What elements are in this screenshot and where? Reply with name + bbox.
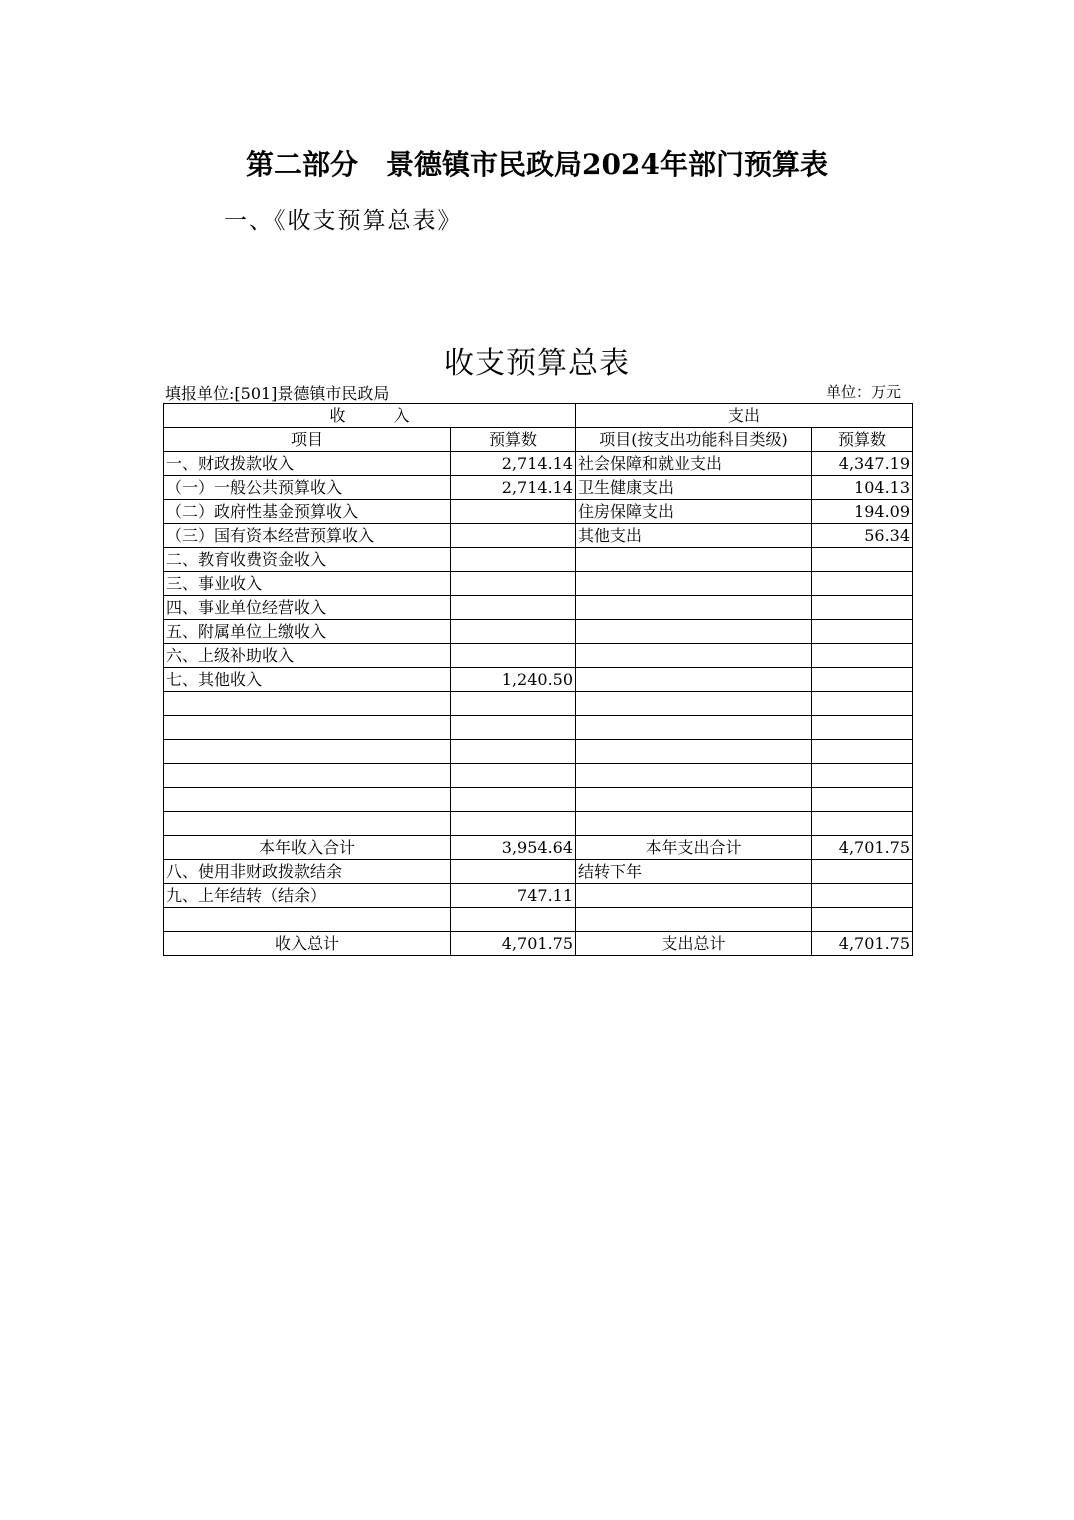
income-amount-cell xyxy=(451,860,576,884)
income-amount-cell xyxy=(451,692,576,716)
income-item-cell: 二、教育收费资金收入 xyxy=(164,548,451,572)
income-amount-cell xyxy=(451,908,576,932)
expense-amount-cell xyxy=(812,692,913,716)
income-item-cell: 四、事业单位经营收入 xyxy=(164,596,451,620)
income-item-cell: 九、上年结转（结余） xyxy=(164,884,451,908)
income-item-cell: （三）国有资本经营预算收入 xyxy=(164,524,451,548)
income-amount-cell xyxy=(451,500,576,524)
income-amount-cell xyxy=(451,764,576,788)
income-item-cell: （一）一般公共预算收入 xyxy=(164,476,451,500)
table-row xyxy=(164,692,913,716)
expense-amount-cell: 4,701.75 xyxy=(812,836,913,860)
expense-item-cell: 其他支出 xyxy=(576,524,812,548)
income-item-cell: 收入总计 xyxy=(164,932,451,956)
expense-item-cell: 卫生健康支出 xyxy=(576,476,812,500)
expense-amount-cell xyxy=(812,812,913,836)
column-header-row xyxy=(164,428,913,452)
income-amount-cell xyxy=(451,524,576,548)
expense-item-cell xyxy=(576,692,812,716)
income-item-cell xyxy=(164,812,451,836)
expense-item-cell xyxy=(576,764,812,788)
table-row xyxy=(164,884,913,908)
expense-amount-cell: 4,701.75 xyxy=(812,932,913,956)
income-amount-cell xyxy=(451,740,576,764)
expense-amount-cell xyxy=(812,572,913,596)
table-row xyxy=(164,908,913,932)
income-amount-cell xyxy=(451,644,576,668)
income-amount-cell xyxy=(451,788,576,812)
income-amount-cell xyxy=(451,812,576,836)
expense-amount-cell: 4,347.19 xyxy=(812,452,913,476)
income-item-cell xyxy=(164,908,451,932)
income-item-cell xyxy=(164,740,451,764)
table-row xyxy=(164,596,913,620)
currency-unit: 单位：万元 xyxy=(826,383,902,401)
table-row xyxy=(164,764,913,788)
income-amount-cell xyxy=(451,548,576,572)
table-row xyxy=(164,860,913,884)
table-row xyxy=(164,788,913,812)
income-item-cell: 三、事业收入 xyxy=(164,572,451,596)
income-amount-cell xyxy=(451,716,576,740)
table-row xyxy=(164,812,913,836)
table-row xyxy=(164,452,913,476)
income-amount-cell: 1,240.50 xyxy=(451,668,576,692)
expense-item-cell: 结转下年 xyxy=(576,860,812,884)
table-row xyxy=(164,716,913,740)
expense-item-cell xyxy=(576,908,812,932)
expense-amount-cell: 104.13 xyxy=(812,476,913,500)
expense-item-cell xyxy=(576,668,812,692)
expense-item-cell: 支出总计 xyxy=(576,932,812,956)
group-header-row xyxy=(164,404,913,428)
income-amount-cell xyxy=(451,620,576,644)
expense-amount-cell xyxy=(812,548,913,572)
income-amount-cell xyxy=(451,572,576,596)
expense-amount-cell: 56.34 xyxy=(812,524,913,548)
income-item-cell: 一、财政拨款收入 xyxy=(164,452,451,476)
income-item-cell xyxy=(164,788,451,812)
expense-amount-cell xyxy=(812,620,913,644)
table-row xyxy=(164,740,913,764)
budget-summary-table xyxy=(163,403,913,956)
expense-amount-cell xyxy=(812,740,913,764)
expense-amount-cell xyxy=(812,788,913,812)
expense-item-cell: 本年支出合计 xyxy=(576,836,812,860)
expense-amount-cell xyxy=(812,908,913,932)
table-row xyxy=(164,500,913,524)
income-item-cell xyxy=(164,692,451,716)
expense-item-cell xyxy=(576,620,812,644)
table-row xyxy=(164,836,913,860)
expense-amount-cell xyxy=(812,644,913,668)
table-row xyxy=(164,476,913,500)
expense-item-cell: 住房保障支出 xyxy=(576,500,812,524)
table-row xyxy=(164,524,913,548)
table-row xyxy=(164,620,913,644)
income-item-cell: 本年收入合计 xyxy=(164,836,451,860)
expense-amount-header: 预算数 xyxy=(812,428,913,452)
income-amount-cell xyxy=(451,596,576,620)
section-heading: 一、《收支预算总表》 xyxy=(224,208,463,234)
table-row xyxy=(164,644,913,668)
expense-amount-cell xyxy=(812,860,913,884)
expense-item-cell xyxy=(576,716,812,740)
reporting-unit: 填报单位:[501]景德镇市民政局 xyxy=(165,384,390,403)
income-amount-cell: 3,954.64 xyxy=(451,836,576,860)
income-amount-cell: 747.11 xyxy=(451,884,576,908)
income-amount-cell: 2,714.14 xyxy=(451,452,576,476)
expense-amount-cell xyxy=(812,884,913,908)
income-item-cell xyxy=(164,764,451,788)
table-row xyxy=(164,668,913,692)
income-item-cell: （二）政府性基金预算收入 xyxy=(164,500,451,524)
expense-item-cell xyxy=(576,596,812,620)
income-item-cell: 八、使用非财政拨款结余 xyxy=(164,860,451,884)
income-amount-header: 预算数 xyxy=(451,428,576,452)
table-title: 收支预算总表 xyxy=(444,346,630,381)
expense-item-cell xyxy=(576,884,812,908)
expense-amount-cell xyxy=(812,596,913,620)
expense-item-cell xyxy=(576,788,812,812)
expense-item-cell xyxy=(576,644,812,668)
income-item-header: 项目 xyxy=(164,428,451,452)
expense-item-header: 项目(按支出功能科目类级) xyxy=(576,428,812,452)
table-row xyxy=(164,572,913,596)
income-item-cell: 五、附属单位上缴收入 xyxy=(164,620,451,644)
income-item-cell: 六、上级补助收入 xyxy=(164,644,451,668)
expense-item-cell xyxy=(576,812,812,836)
expense-amount-cell: 194.09 xyxy=(812,500,913,524)
document-title: 第二部分 景德镇市民政局2024年部门预算表 xyxy=(246,148,828,181)
income-amount-cell: 2,714.14 xyxy=(451,476,576,500)
expense-amount-cell xyxy=(812,668,913,692)
table-row xyxy=(164,548,913,572)
income-amount-cell: 4,701.75 xyxy=(451,932,576,956)
expense-item-cell: 社会保障和就业支出 xyxy=(576,452,812,476)
table-row xyxy=(164,932,913,956)
income-group-header: 收 入 xyxy=(164,404,576,428)
expense-item-cell xyxy=(576,740,812,764)
expense-amount-cell xyxy=(812,716,913,740)
income-item-cell: 七、其他收入 xyxy=(164,668,451,692)
expense-item-cell xyxy=(576,548,812,572)
income-item-cell xyxy=(164,716,451,740)
expense-item-cell xyxy=(576,572,812,596)
expense-group-header: 支出 xyxy=(576,404,913,428)
expense-amount-cell xyxy=(812,764,913,788)
